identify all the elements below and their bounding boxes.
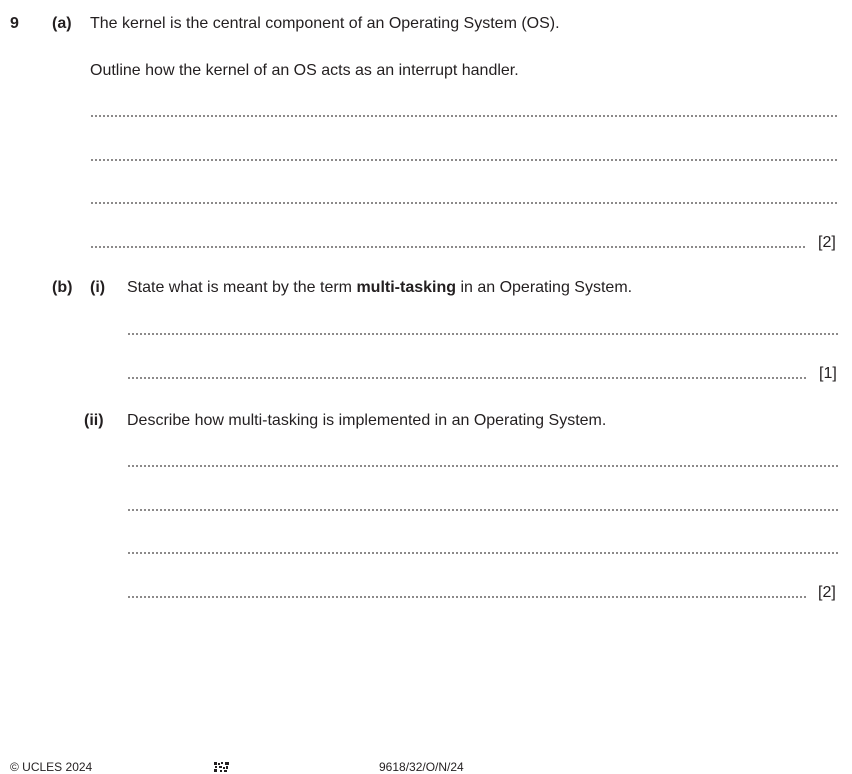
part-b-ii-marks: [2]: [818, 584, 836, 601]
part-a-marks: [2]: [818, 234, 836, 251]
barcode-icon: [214, 762, 229, 772]
answer-line-a-1[interactable]: [90, 115, 839, 117]
answer-line-a-2[interactable]: [90, 159, 839, 161]
part-b-i-marks: [1]: [819, 365, 837, 382]
question-number: 9: [10, 15, 19, 32]
part-a-prompt: Outline how the kernel of an OS acts as an interrupt handler.: [90, 62, 519, 79]
part-b-ii-prompt: Describe how multi-tasking is implemented in an Operating System.: [127, 412, 607, 429]
answer-line-bii-3[interactable]: [127, 552, 839, 554]
part-a-label: (a): [52, 15, 72, 32]
part-b-i-prompt: State what is meant by the term multi-tasking in an Operating System.: [127, 279, 633, 296]
answer-line-bi-2[interactable]: [127, 377, 806, 379]
answer-line-bi-1[interactable]: [127, 333, 839, 335]
part-b-label: (b): [52, 279, 73, 296]
part-b-i-label: (i): [90, 279, 106, 296]
part-b-ii-label: (ii): [84, 412, 104, 429]
footer-copyright: © UCLES 2024: [10, 760, 93, 774]
part-a-stem: The kernel is the central component of an Operating System (OS).: [90, 15, 560, 32]
answer-line-a-4[interactable]: [90, 246, 805, 248]
answer-line-bii-1[interactable]: [127, 465, 839, 467]
answer-line-bii-2[interactable]: [127, 509, 839, 511]
answer-line-bii-4[interactable]: [127, 596, 806, 598]
footer-paper-code: 9618/32/O/N/24: [379, 760, 464, 774]
answer-line-a-3[interactable]: [90, 202, 839, 204]
term-multi-tasking: multi-tasking: [356, 279, 456, 296]
